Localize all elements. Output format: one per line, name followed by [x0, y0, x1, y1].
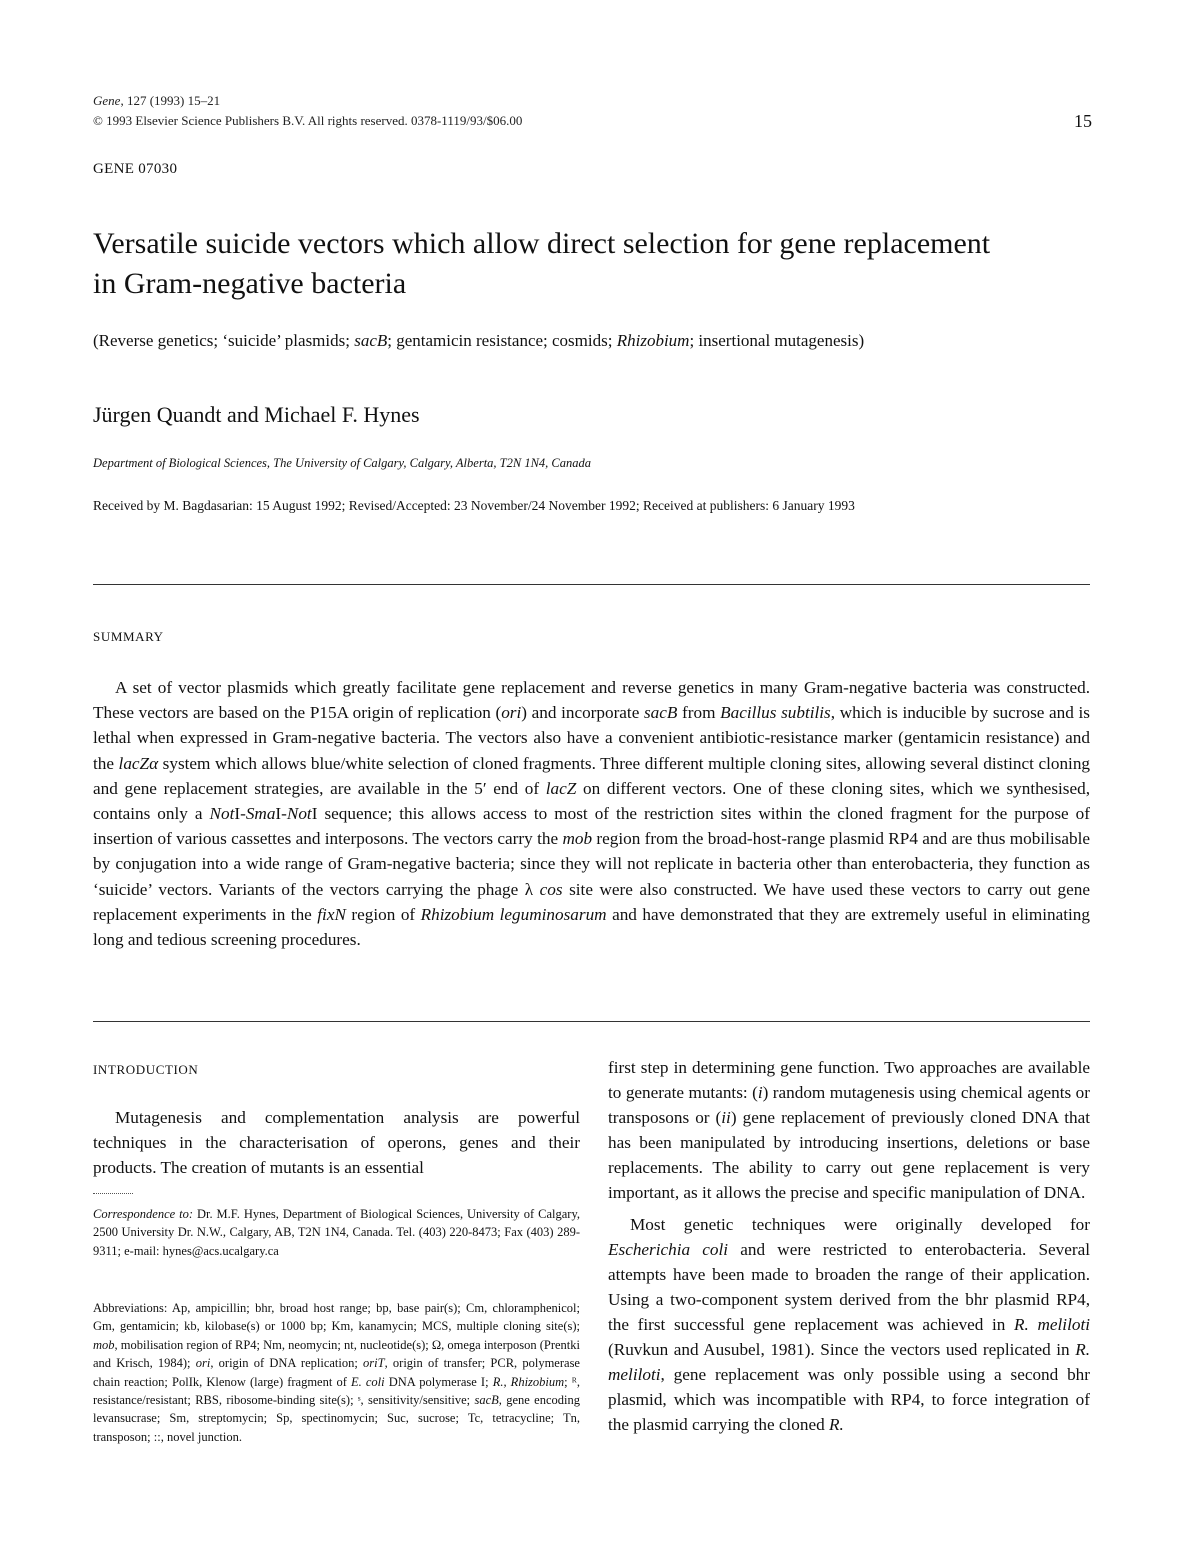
summary-heading: SUMMARY — [93, 629, 164, 644]
abbreviations-footnote: Abbreviations: Ap, ampicillin; bhr, broad host range; bp, base pair(s); Cm, chloramphenicol; Gm, gentamicin; kb, kilobase(s) or 1000 bp; Km, kanamycin; MCS, multiple cloning site(s); mob, mobilisation region of RP4; Nm, neomycin; nt, nucleotide(s); Ω, omega interposon (Prentki and Krisch, 1984); ori, origin of DNA replication; oriT, origin of transfer; PCR, polymerase chain reaction; PolIk, Klenow (large) fragment of E. coli DNA polymerase I; R., Rhizobium; ᴿ, resistance/resistant; RBS, ribosome-binding site(s); ˢ, sensitivity/sensitive; sacB, gene encoding levansucrase; Sm, streptomycin; Sp, spectinomycin; Suc, sucrose; Tc, tetracycline; Tn, transposon; ::, novel junction. — [93, 1301, 581, 1444]
footnote-separator — [93, 1193, 133, 1194]
introduction-heading: INTRODUCTION — [93, 1062, 199, 1077]
page-number: 15 — [1074, 111, 1092, 131]
affiliation: Department of Biological Sciences, The University of Calgary, Calgary, Alberta, T2N 1N4, Canada — [93, 456, 592, 470]
authors: Jürgen Quandt and Michael F. Hynes — [93, 402, 420, 427]
introduction-paragraph-right-1: first step in determining gene function. Two approaches are available to generate mutants: (i) random mutagenesis using chemical agents or transposons or (ii) gene replacement of previously cloned DNA that has been manipulated by introducing insertions, deletions or base replacements. The ability to carry out gene replacement is very important, as it allows the precise and specific manipulation of DNA. — [608, 1058, 1090, 1202]
divider-middle — [93, 1021, 1090, 1022]
keywords: (Reverse genetics; ‘suicide’ plasmids; sacB; gentamicin resistance; cosmids; Rhizobium; insertional mutagenesis) — [93, 331, 865, 350]
correspondence-footnote: Correspondence to: Dr. M.F. Hynes, Department of Biological Sciences, University of Calgary, 2500 University Dr. N.W., Calgary, AB, T2N 1N4, Canada. Tel. (403) 220-8473; Fax (403) 289-9311; e-mail: hynes@acs.ucalgary.ca — [93, 1207, 581, 1258]
divider-top — [93, 584, 1090, 585]
paper-title — [93, 224, 1093, 304]
title-line-2: in Gram-negative bacteria — [93, 267, 407, 300]
received-dates: Received by M. Bagdasarian: 15 August 1992; Revised/Accepted: 23 November/24 November 1992; Received at publishers: 6 January 1993 — [93, 498, 855, 513]
summary-text: A set of vector plasmids which greatly facilitate gene replacement and reverse genetics in many Gram-negative bacteria was constructed. These vectors are based on the P15A origin of replication (ori) and incorporate sacB from Bacillus subtilis, which is inducible by sucrose and is lethal when expressed in Gram-negative bacteria. The vectors also have a convenient antibiotic-resistance marker (gentamicin resistance) and the lacZα system which allows blue/white selection of cloned fragments. Three different multiple cloning sites, allowing several distinct cloning and gene replacement strategies, are available in the 5′ end of lacZ on different vectors. One of these cloning sites, which we synthesised, contains only a NotI-SmaI-NotI sequence; this allows access to most of the restriction sites within the cloned fragment for the purpose of insertion of various cassettes and interposons. The vectors carry the mob region from the broad-host-range plasmid RP4 and are thus mobilisable by conjugation into a wide range of Gram-negative bacteria; since they will not replicate in bacteria other than enterobacteria, they function as ‘suicide’ vectors. Variants of the vectors carrying the phage λ cos site were also constructed. We have used these vectors to carry out gene replacement experiments in the fixN region of Rhizobium leguminosarum and have demonstrated that they are extremely useful in eliminating long and tedious screening procedures. — [93, 678, 1091, 950]
journal-header — [93, 91, 522, 131]
copyright-line: © 1993 Elsevier Science Publishers B.V. All rights reserved. 0378-1119/93/$06.00 — [93, 113, 523, 128]
journal-citation: Gene, 127 (1993) 15–21 — [93, 93, 221, 108]
introduction-paragraph-right-2: Most genetic techniques were originally developed for Escherichia coli and were restricted to enterobacteria. Several attempts have been made to broaden the range of their application. Using a two-component system derived from the bhr plasmid RP4, the first successful gene replacement was achieved in R. meliloti (Ruvkun and Ausubel, 1981). Since the vectors used replicated in R. meliloti, gene replacement was only possible using a second bhr plasmid, which was incompatible with RP4, to force integration of the plasmid carrying the cloned R. — [608, 1215, 1090, 1434]
title-line-1: Versatile suicide vectors which allow direct selection for gene replacement — [93, 227, 991, 260]
gene-code: GENE 07030 — [93, 161, 178, 177]
introduction-paragraph-left: Mutagenesis and complementation analysis are powerful techniques in the characterisation of operons, genes and their products. The creation of mutants is an essential — [93, 1108, 580, 1177]
right-column — [608, 1055, 1090, 1437]
